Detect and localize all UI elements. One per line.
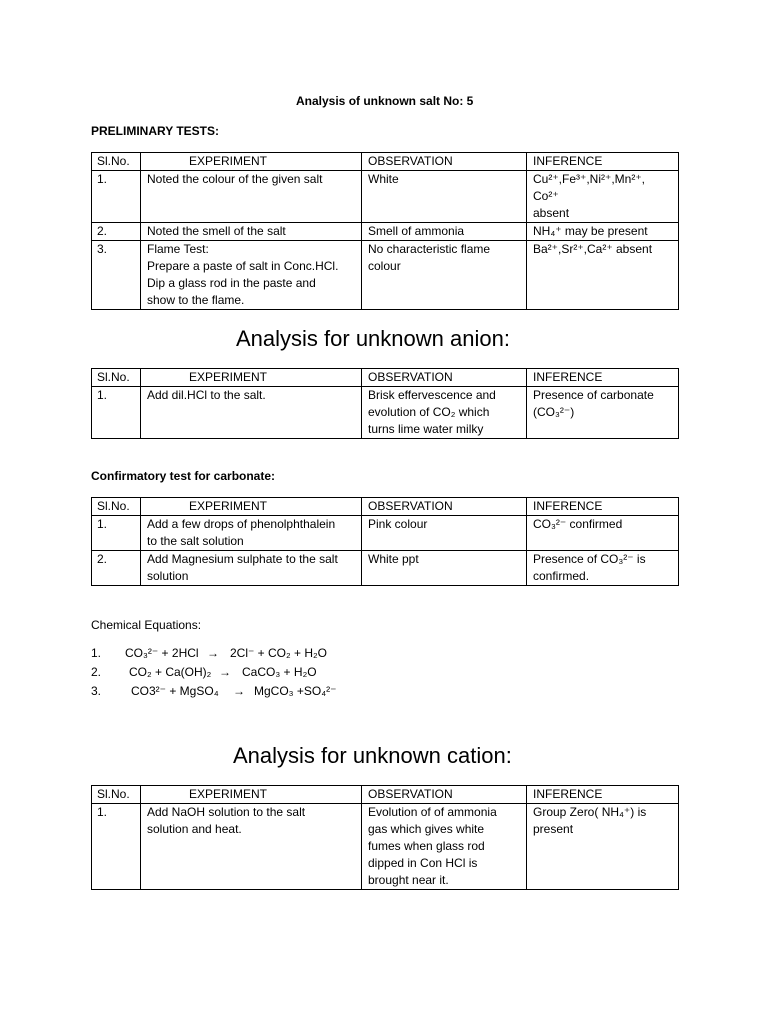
confirmatory-table xyxy=(91,497,679,586)
experiment-line: Add NaOH solution to the salt xyxy=(147,805,306,819)
inference-line: CO₃²⁻ confirmed xyxy=(533,517,623,531)
inference-cell xyxy=(527,387,679,439)
inference-line: NH₄⁺ may be present xyxy=(533,224,648,238)
observation-line: No characteristic flame xyxy=(368,242,491,256)
equations-heading: Chemical Equations: xyxy=(91,618,202,632)
experiment-line: Add Magnesium sulphate to the salt xyxy=(147,552,338,566)
observation-line: Brisk effervescence and xyxy=(368,388,496,402)
column-header: EXPERIMENT xyxy=(141,498,362,516)
observation-cell xyxy=(362,516,527,551)
equation-lhs: CO₃²⁻ + 2HCl xyxy=(125,646,199,660)
experiment-line: Prepare a paste of salt in Conc.HCl. xyxy=(147,259,339,273)
arrow-icon: → xyxy=(207,646,219,660)
table-row xyxy=(92,223,679,241)
serial-number-cell: 1. xyxy=(92,387,141,439)
table-row xyxy=(92,551,679,586)
inference-line: present xyxy=(533,822,574,836)
table-row xyxy=(92,804,679,890)
confirmatory-heading: Confirmatory test for carbonate: xyxy=(91,469,276,483)
column-header: INFERENCE xyxy=(527,369,679,387)
observation-line: evolution of CO₂ which xyxy=(368,405,490,419)
experiment-line: solution xyxy=(147,569,189,583)
column-header: Sl.No. xyxy=(92,498,141,516)
preliminary-table xyxy=(91,152,679,310)
serial-number-cell: 3. xyxy=(92,241,141,310)
experiment-cell xyxy=(141,171,362,223)
experiment-line: Noted the smell of the salt xyxy=(147,224,286,238)
observation-cell xyxy=(362,171,527,223)
cation-table xyxy=(91,785,679,890)
table-row xyxy=(92,516,679,551)
serial-number-cell: 2. xyxy=(92,223,141,241)
table-row xyxy=(92,171,679,223)
experiment-cell xyxy=(141,516,362,551)
inference-cell xyxy=(527,804,679,890)
observation-line: fumes when glass rod xyxy=(368,839,485,853)
table-row xyxy=(92,241,679,310)
column-header: EXPERIMENT xyxy=(141,786,362,804)
equation-rhs: CaCO₃ + H₂O xyxy=(242,665,317,679)
observation-line: gas which gives white xyxy=(368,822,485,836)
equation-lhs: CO₂ + Ca(OH)₂ xyxy=(129,665,212,679)
serial-number-cell: 1. xyxy=(92,171,141,223)
observation-cell xyxy=(362,387,527,439)
table-row xyxy=(92,387,679,439)
column-header: INFERENCE xyxy=(527,498,679,516)
cation-heading: Analysis for unknown cation: xyxy=(233,743,512,768)
experiment-line: Dip a glass rod in the paste and xyxy=(147,276,316,290)
column-header: Sl.No. xyxy=(92,153,141,171)
inference-line: Presence of CO₃²⁻ is xyxy=(533,552,646,566)
inference-line: Cu²⁺,Fe³⁺,Ni²⁺,Mn²⁺, Co²⁺ xyxy=(533,172,646,203)
inference-line: Presence of carbonate xyxy=(533,388,654,402)
observation-line: turns lime water milky xyxy=(368,422,484,436)
observation-line: dipped in Con HCl is xyxy=(368,856,478,870)
preliminary-heading: PRELIMINARY TESTS: xyxy=(91,124,220,138)
equation-rhs: MgCO₃ +SO₄²⁻ xyxy=(254,684,337,698)
inference-line: (CO₃²⁻) xyxy=(533,405,575,419)
inference-line: confirmed. xyxy=(533,569,590,583)
observation-line: Smell of ammonia xyxy=(368,224,465,238)
arrow-icon: → xyxy=(233,684,245,698)
inference-line: Group Zero( NH₄⁺) is xyxy=(533,805,647,819)
experiment-line: Noted the colour of the given salt xyxy=(147,172,323,186)
inference-cell xyxy=(527,516,679,551)
column-header: OBSERVATION xyxy=(362,498,527,516)
anion-table xyxy=(91,368,679,439)
experiment-cell xyxy=(141,387,362,439)
equation-lhs: CO3²⁻ + MgSO₄ xyxy=(131,684,219,698)
inference-line: Ba²⁺,Sr²⁺,Ca²⁺ absent xyxy=(533,242,653,256)
table-header-row xyxy=(92,786,679,804)
inference-cell xyxy=(527,551,679,586)
observation-cell xyxy=(362,223,527,241)
table-header-row xyxy=(92,369,679,387)
column-header: Sl.No. xyxy=(92,369,141,387)
equation-rhs: 2Cl⁻ + CO₂ + H₂O xyxy=(230,646,328,660)
observation-line: Evolution of of ammonia xyxy=(368,805,497,819)
column-header: EXPERIMENT xyxy=(141,369,362,387)
observation-cell xyxy=(362,551,527,586)
anion-heading: Analysis for unknown anion: xyxy=(236,326,510,351)
inference-cell xyxy=(527,241,679,310)
inference-cell xyxy=(527,171,679,223)
observation-line: White ppt xyxy=(368,552,419,566)
experiment-cell xyxy=(141,223,362,241)
inference-cell xyxy=(527,223,679,241)
experiment-line: Add dil.HCl to the salt. xyxy=(147,388,266,402)
column-header: OBSERVATION xyxy=(362,786,527,804)
observation-cell xyxy=(362,241,527,310)
table-header-row xyxy=(92,153,679,171)
observation-cell xyxy=(362,804,527,890)
experiment-line: Add a few drops of phenolphthalein xyxy=(147,517,336,531)
experiment-line: solution and heat. xyxy=(147,822,242,836)
experiment-cell xyxy=(141,241,362,310)
serial-number-cell: 1. xyxy=(92,804,141,890)
observation-line: brought near it. xyxy=(368,873,449,887)
arrow-icon: → xyxy=(219,665,231,679)
column-header: INFERENCE xyxy=(527,153,679,171)
experiment-line: to the salt solution xyxy=(147,534,244,548)
document-title: Analysis of unknown salt No: 5 xyxy=(296,94,474,108)
observation-line: White xyxy=(368,172,399,186)
table-header-row xyxy=(92,498,679,516)
column-header: OBSERVATION xyxy=(362,153,527,171)
experiment-cell xyxy=(141,804,362,890)
column-header: Sl.No. xyxy=(92,786,141,804)
serial-number-cell: 1. xyxy=(92,516,141,551)
equation-number: 3. xyxy=(91,684,102,698)
experiment-cell xyxy=(141,551,362,586)
inference-line: absent xyxy=(533,206,570,220)
observation-line: Pink colour xyxy=(368,517,428,531)
experiment-line: show to the flame. xyxy=(147,293,245,307)
experiment-line: Flame Test: xyxy=(147,242,209,256)
equation-number: 1. xyxy=(91,646,102,660)
equation-number: 2. xyxy=(91,665,102,679)
column-header: INFERENCE xyxy=(527,786,679,804)
column-header: OBSERVATION xyxy=(362,369,527,387)
column-header: EXPERIMENT xyxy=(141,153,362,171)
observation-line: colour xyxy=(368,259,401,273)
serial-number-cell: 2. xyxy=(92,551,141,586)
